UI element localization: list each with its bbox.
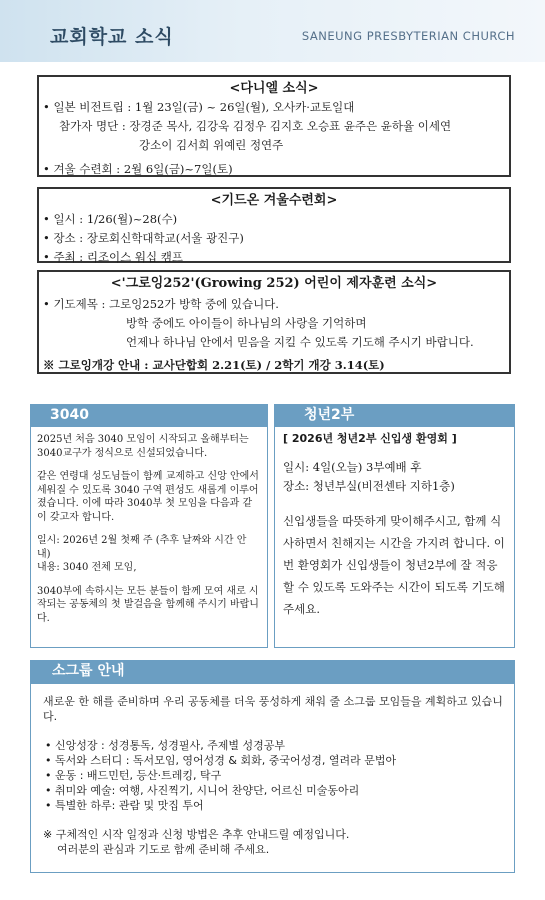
header-band: [0, 0, 545, 62]
smallgroup-note: ※ 구체적인 시작 일정과 신청 방법은 추후 안내드릴 예정입니다.: [43, 828, 350, 841]
smallgroup-intro: 새로운 한 해를 준비하며 우리 공동체를 더욱 풍성하게 채워 줄 소그룹 모임들을 계획하고 있습니다.: [43, 695, 503, 723]
section-heading-3040: 3040: [30, 404, 268, 426]
3040-para-intro: 2025년 처음 3040 모임이 시작되고 올해부터는 3040교구가 정식으로 신설되었습니다.: [37, 434, 249, 459]
gideon-retreat-box: [37, 187, 511, 263]
smallgroup-note-2: 여러분의 관심과 기도로 함께 준비해 주세요.: [57, 843, 270, 856]
growing252-box: [37, 270, 511, 374]
growing-line-notice: ※ 그로잉개강 안내 : 교사단합회 2.21(토) / 2학기 개강 3.14(토): [43, 358, 385, 372]
church-name: SANEUNG PRESBYTERIAN CHURCH: [301, 29, 515, 43]
smallgroup-item: • 신앙성장 : 성경통독, 성경필사, 주제별 성경공부: [45, 739, 286, 752]
3040-para-date: 일시: 2026년 2월 첫째 주 (추후 날짜와 시간 안내): [37, 535, 247, 560]
daniel-line-participants-cont: 강소이 김서희 위예린 정연주: [139, 138, 284, 152]
smallgroup-item: • 독서와 스터디 : 독서모임, 영어성경 & 회화, 중국어성경, 열려라 문법아: [45, 754, 397, 767]
growing-line-prayer: • 기도제목 : 그로잉252가 방학 중에 있습니다.: [43, 297, 279, 311]
daniel-line-retreat: • 겨울 수련회 : 2월 6일(금)~7일(토): [43, 162, 233, 176]
3040-para-district: 같은 연령대 성도님들이 함께 교제하고 신앙 안에서 세워질 수 있도록 3040 구역 편성도 새롭게 이루어졌습니다. 이에 따라 3040부 첫 모임을 다음과 같이 갖고자 합니다.: [37, 471, 259, 523]
section-youth2-body: [274, 426, 515, 648]
gideon-title: <기드온 겨울수련회>: [210, 193, 338, 208]
gideon-line-date: • 일시 : 1/26(월)~28(수): [43, 212, 178, 226]
smallgroup-item: • 취미와 예술: 여행, 사진찍기, 시니어 찬양단, 어르신 미술동아리: [45, 784, 360, 797]
section-heading-youth2: 청년2부: [274, 404, 515, 426]
section-heading-smallgroup: 소그룹 안내: [30, 660, 515, 683]
gideon-line-host: • 주최 : 리조이스 워십 캠프: [43, 250, 184, 264]
youth-time: 일시: 4일(오늘) 3부예배 후: [283, 459, 422, 474]
page-title: 교회학교 소식: [50, 26, 174, 48]
daniel-line-trip: • 일본 비전트립 : 1월 23일(금) ~ 26일(월), 오사카·교토일대: [43, 100, 355, 114]
youth-place: 장소: 청년부실(비전센타 지하1층): [283, 478, 455, 493]
smallgroup-item: • 운동 : 배드민턴, 등산·트레킹, 탁구: [45, 769, 222, 782]
gideon-line-place: • 장소 : 장로회신학대학교(서울 광진구): [43, 231, 244, 245]
section-3040-body: [30, 426, 268, 648]
youth-body: 신입생들을 따뜻하게 맞이해주시고, 함께 식사하면서 친해지는 시간을 가지려 합니다. 이번 환영회가 신입생들이 청년2부에 잘 적응할 수 있도록 도와주는 시간이 되도록 기도해 주세요.: [283, 513, 505, 616]
section-smallgroup-body: [30, 683, 515, 873]
3040-para-content: 내용: 3040 전체 모임,: [37, 562, 137, 573]
youth-subtitle: [ 2026년 청년2부 신입생 환영회 ]: [283, 432, 457, 445]
growing-line-prayer-2: 방학 중에도 아이들이 하나님의 사랑을 기억하며: [126, 316, 367, 330]
daniel-news-box: [37, 75, 511, 177]
smallgroup-item: • 특별한 하루: 관람 및 맛집 투어: [45, 799, 204, 812]
3040-para-invite: 3040부에 속하시는 모든 분들이 함께 모여 새로 시작되는 공동체의 첫 발걸음을 함께해 주시기 바랍니다.: [37, 585, 259, 624]
growing-line-prayer-3: 언제나 하나님 안에서 믿음을 지킬 수 있도록 기도해 주시기 바랍니다.: [126, 335, 474, 349]
growing-title: <'그로잉252'(Growing 252) 어린이 제자훈련 소식>: [110, 276, 438, 291]
daniel-title: <다니엘 소식>: [229, 81, 319, 96]
daniel-line-participants: 참가자 명단 : 장경준 목사, 김강욱 김정우 김지호 오승표 윤주은 윤하율 이세연: [59, 119, 452, 133]
